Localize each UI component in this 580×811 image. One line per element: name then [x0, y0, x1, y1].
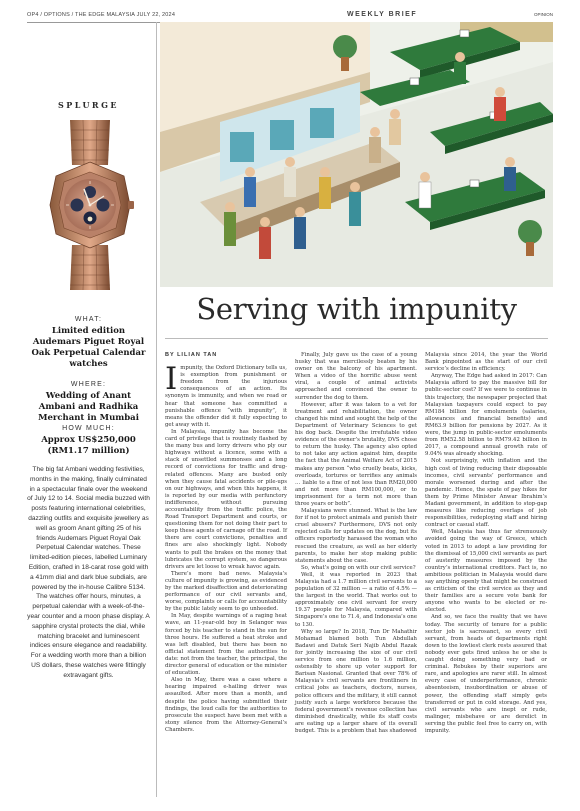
article-column-2 [295, 352, 417, 735]
where-label: WHERE: [70, 381, 107, 388]
splurge-description: The big fat Ambani wedding festivities, months in the making, finally culminated in a spectacular finale over the weekend of July 12 to 14. Social media buzzed with posts featuring international celebrities, dazzling outfits and exquisite jewellery as well as groom Anant gifting 25 of his friends Audemars Piguet Royal Oak Perpetual Calendar watches. These limited-edition pieces, labelled Luminary Edition, crafted in 18-carat rose gold with a 41mm dial and dark blue subdials, are powered by the in-house Calibre 5134. The watches offer hours, minutes, a perpetual calendar with a week-of-the-year counter and a moon phase display. A sapphire crystal protects the dial, while matching bracelet and luminescent indices ensure elegance and readability. For a wedding worth more than a billion US dollars, these watches were fittingly extravagant gifts. [27, 466, 150, 679]
paragraph: Why so large? In 2018, Tun Dr Mahathir Mohamad blamed both Tun Abdullah Badawi and Datuk Seri Najib Abdul Razak for jointly increasing the size of our civil service from one million to 1.6 million, ostensibly to shore up voter support for Barisan Nasional. Granted that over 78% of Malaysia’s civil servants are frontliners in critical jobs as teachers, doctors, nurses, police officers and the military, it still cannot justify such a large workforce because the federal government’s revenue collection has diminished drastically, while its staff costs are eating up a larger share of its overall budget. This is a problem that has shadowed [295, 628, 417, 734]
paragraph: Malaysia since 2014, the year the World Bank pinpointed as the start of our civil service’s decline in efficiency. [425, 352, 547, 373]
article-column-1 [165, 352, 287, 734]
lead-paragraph [165, 365, 287, 429]
paragraph: Well, Malaysia has thus far strenuously avoided going the way of Greece, which voted in 2013 to adopt a law providing for the dismissal of 15,000 civil servants as part of austerity measures imposed by the country’s international creditors. Fact is, no ambitious politician in Malaysia would dare say anything openly that might be construed as criticism of the civil service as they and their families are a secure vote bank for anyone who wants to be elected or re-elected. [425, 529, 547, 614]
paragraph: Also in May, there was a case where a hearing impaired e-hailing driver was assaulted. After more than a month, and despite the police having submitted their findings, the loud calls for the authorities to prosecute the suspect have been met with a stony silence from the Attorney-General’s Chambers. [165, 677, 287, 733]
paragraph: Malaysians were stunned. What is the law for if not to protect animals and punish their cruel abusers? Furthermore, DVS not only rejected calls for updates on the dog, but its officers reportedly harassed the woman who rescued the creature, as well as her elderly parents, to make her stop making public statements about the case. [295, 508, 417, 564]
article-column-3 [425, 352, 547, 735]
folio: OP4 / OPTIONS / THE EDGE MALAYSIA JULY 22, 2024 [27, 12, 176, 18]
sidebar-heading: SPLURGE [57, 100, 120, 110]
office-illustration [160, 22, 553, 287]
column-divider [156, 22, 157, 797]
paragraph: Finally, July gave us the case of a young husky that was mercilessly beaten by his owner on the balcony of his apartment. When a video of the horrific abuse went viral, a couple of animal activists approached and convinced the owner to surrender the dog to them. [295, 352, 417, 401]
howmuch-value: Approx US$250,000 (RM1.17 million) [41, 435, 136, 456]
what-value: Limited edition Audemars Piguet Royal Oak Perpetual Calendar watches [31, 326, 146, 369]
paragraph: There’s more bad news. Malaysia’s culture of impunity is growing, as evidenced by the marked disaffection and deteriorating performance of our civil servants and, worse, complaints or calls for accountability by the public lately seem to go unheeded. [165, 570, 287, 613]
paragraph: However, after it was taken to a vet for treatment and rehabilitation, the owner changed his mind and sought the help of the Department of Veterinary Sciences to get his dog back. Despite the irrefutable video evidence of the owner’s brutality, DVS chose to return the husky. The agency also opted to not take any action against him, despite the fact that the Animal Welfare Act of 2015 makes any person “who cruelly beats, kicks, overloads, tortures or terrifies any animals … liable to a fine of not less than RM20,000 and not more than RM100,000, or to imprisonment for a term not more than three years or both”. [295, 401, 417, 507]
watch-image [40, 120, 140, 290]
howmuch-label: HOW MUCH: [62, 425, 115, 432]
paragraph: So, what’s going on with our civil service? [301, 564, 416, 571]
headline: Serving with impunity [196, 292, 517, 326]
what-label: WHAT: [74, 316, 103, 323]
drop-cap: I [165, 365, 178, 398]
paragraph: And so, we face the reality that we have today. The security of tenure for a public sector job is sacrosanct, so every civil servant, from heads of departments right down to the lowliest clerk rests assured that nobody ever gets fired unless he or she is caught doing something very bad or criminal. Rebukes by their superiors are rare, and apologies are rarer still. In almost every case of underperformance, chronic absenteeism, insubordination or abuse of power, the offending staff simply gets transferred or put in cold storage. And yes, civil servants who are inept or rude, malinger, misbehave or are derelict in serving the public feel free to carry on, with impunity. [425, 614, 547, 734]
paragraph: In Malaysia, impunity has become the card of privilege that is routinely flashed by the many bus and lorry drivers who ply our highways without a licence, some with a stack of unsettled summonses and a long record of convictions for traffic and drug-related offences. Many are busted only when they cause fatal accidents or pile-ups on our highways, and when this happens, it is reported by our media with perfunctory indifference, without pursuing accountability from the traffic police, the Road Transport Department and courts, or questioning them for not doing their part to keep these agents of carnage off the road. If there are court convictions, penalties and fines are also shockingly light. Nobody wants to pull the brakes on the money that lubricates the corrupt system, so dangerous drivers are let loose to wreak havoc again. [165, 428, 287, 570]
paragraph: mpunity, the Oxford Dictionary tells us, is exemption from punishment or freedom from the injurious consequences of an action. Its synonym is immunity, and when we read or hear that someone has committed a punishable offence “with impunity”, it means the offender did it fully expecting to get away with it. [165, 365, 287, 428]
paragraph: Anyway, The Edge had asked in 2017: Can Malaysia afford to pay the massive bill for public-sector cost? If we were to continue in this trajectory, the newspaper projected that Malaysian taxpayers could expect to pay RM184 billion for emoluments (salaries, allowances and financial benefits) and RM63.9 billion for pensions by 2027. As it were, the jump in public-sector emoluments from RM52.58 billion to RM79.42 billion in 2017, a compound annual growth rate of 9.04% was already shocking. [425, 373, 547, 458]
paragraph: Well, it was reported in 2023 that Malaysia had a 1.7 million civil servants to a population of 32 million — a ratio of 4.5% — the largest in the world. That works out to approximately one civil servant for every 19.37 people for Malaysia, compared with Singapore’s one to 71.4, and Indonesia’s one to 130. [295, 571, 417, 628]
headline-rule [165, 338, 548, 339]
where-value: Wedding of Anant Ambani and Radhika Merchant in Mumbai [38, 391, 139, 423]
paragraph: Not surprisingly, with inflation and the high cost of living reducing their disposable incomes, civil servants’ performance and morale worsened during and after the pandemic. Hence, the spate of pay hikes for them by Prime Minister Anwar Ibrahim’s Madani government, in addition to stop-gap measures like reducing overlaps of job responsibilities, redeploying staff and hiring contract or casual staff. [425, 458, 547, 529]
section-title: WEEKLY BRIEF [347, 11, 418, 18]
byline: BY LILIAN TAN [165, 352, 218, 358]
paragraph: In May, despite warnings of a raging heat wave, an 11-year-old boy in Selangor was forced by his teacher to stand in the sun for three hours. He suffered a heat stroke and was left disabled, but there has been no official statement from the authorities to date: not from the teacher, the principal, the director general of education or the minister of education. [165, 613, 287, 677]
section-tag: OPINION [533, 12, 553, 17]
page-header [27, 10, 553, 22]
